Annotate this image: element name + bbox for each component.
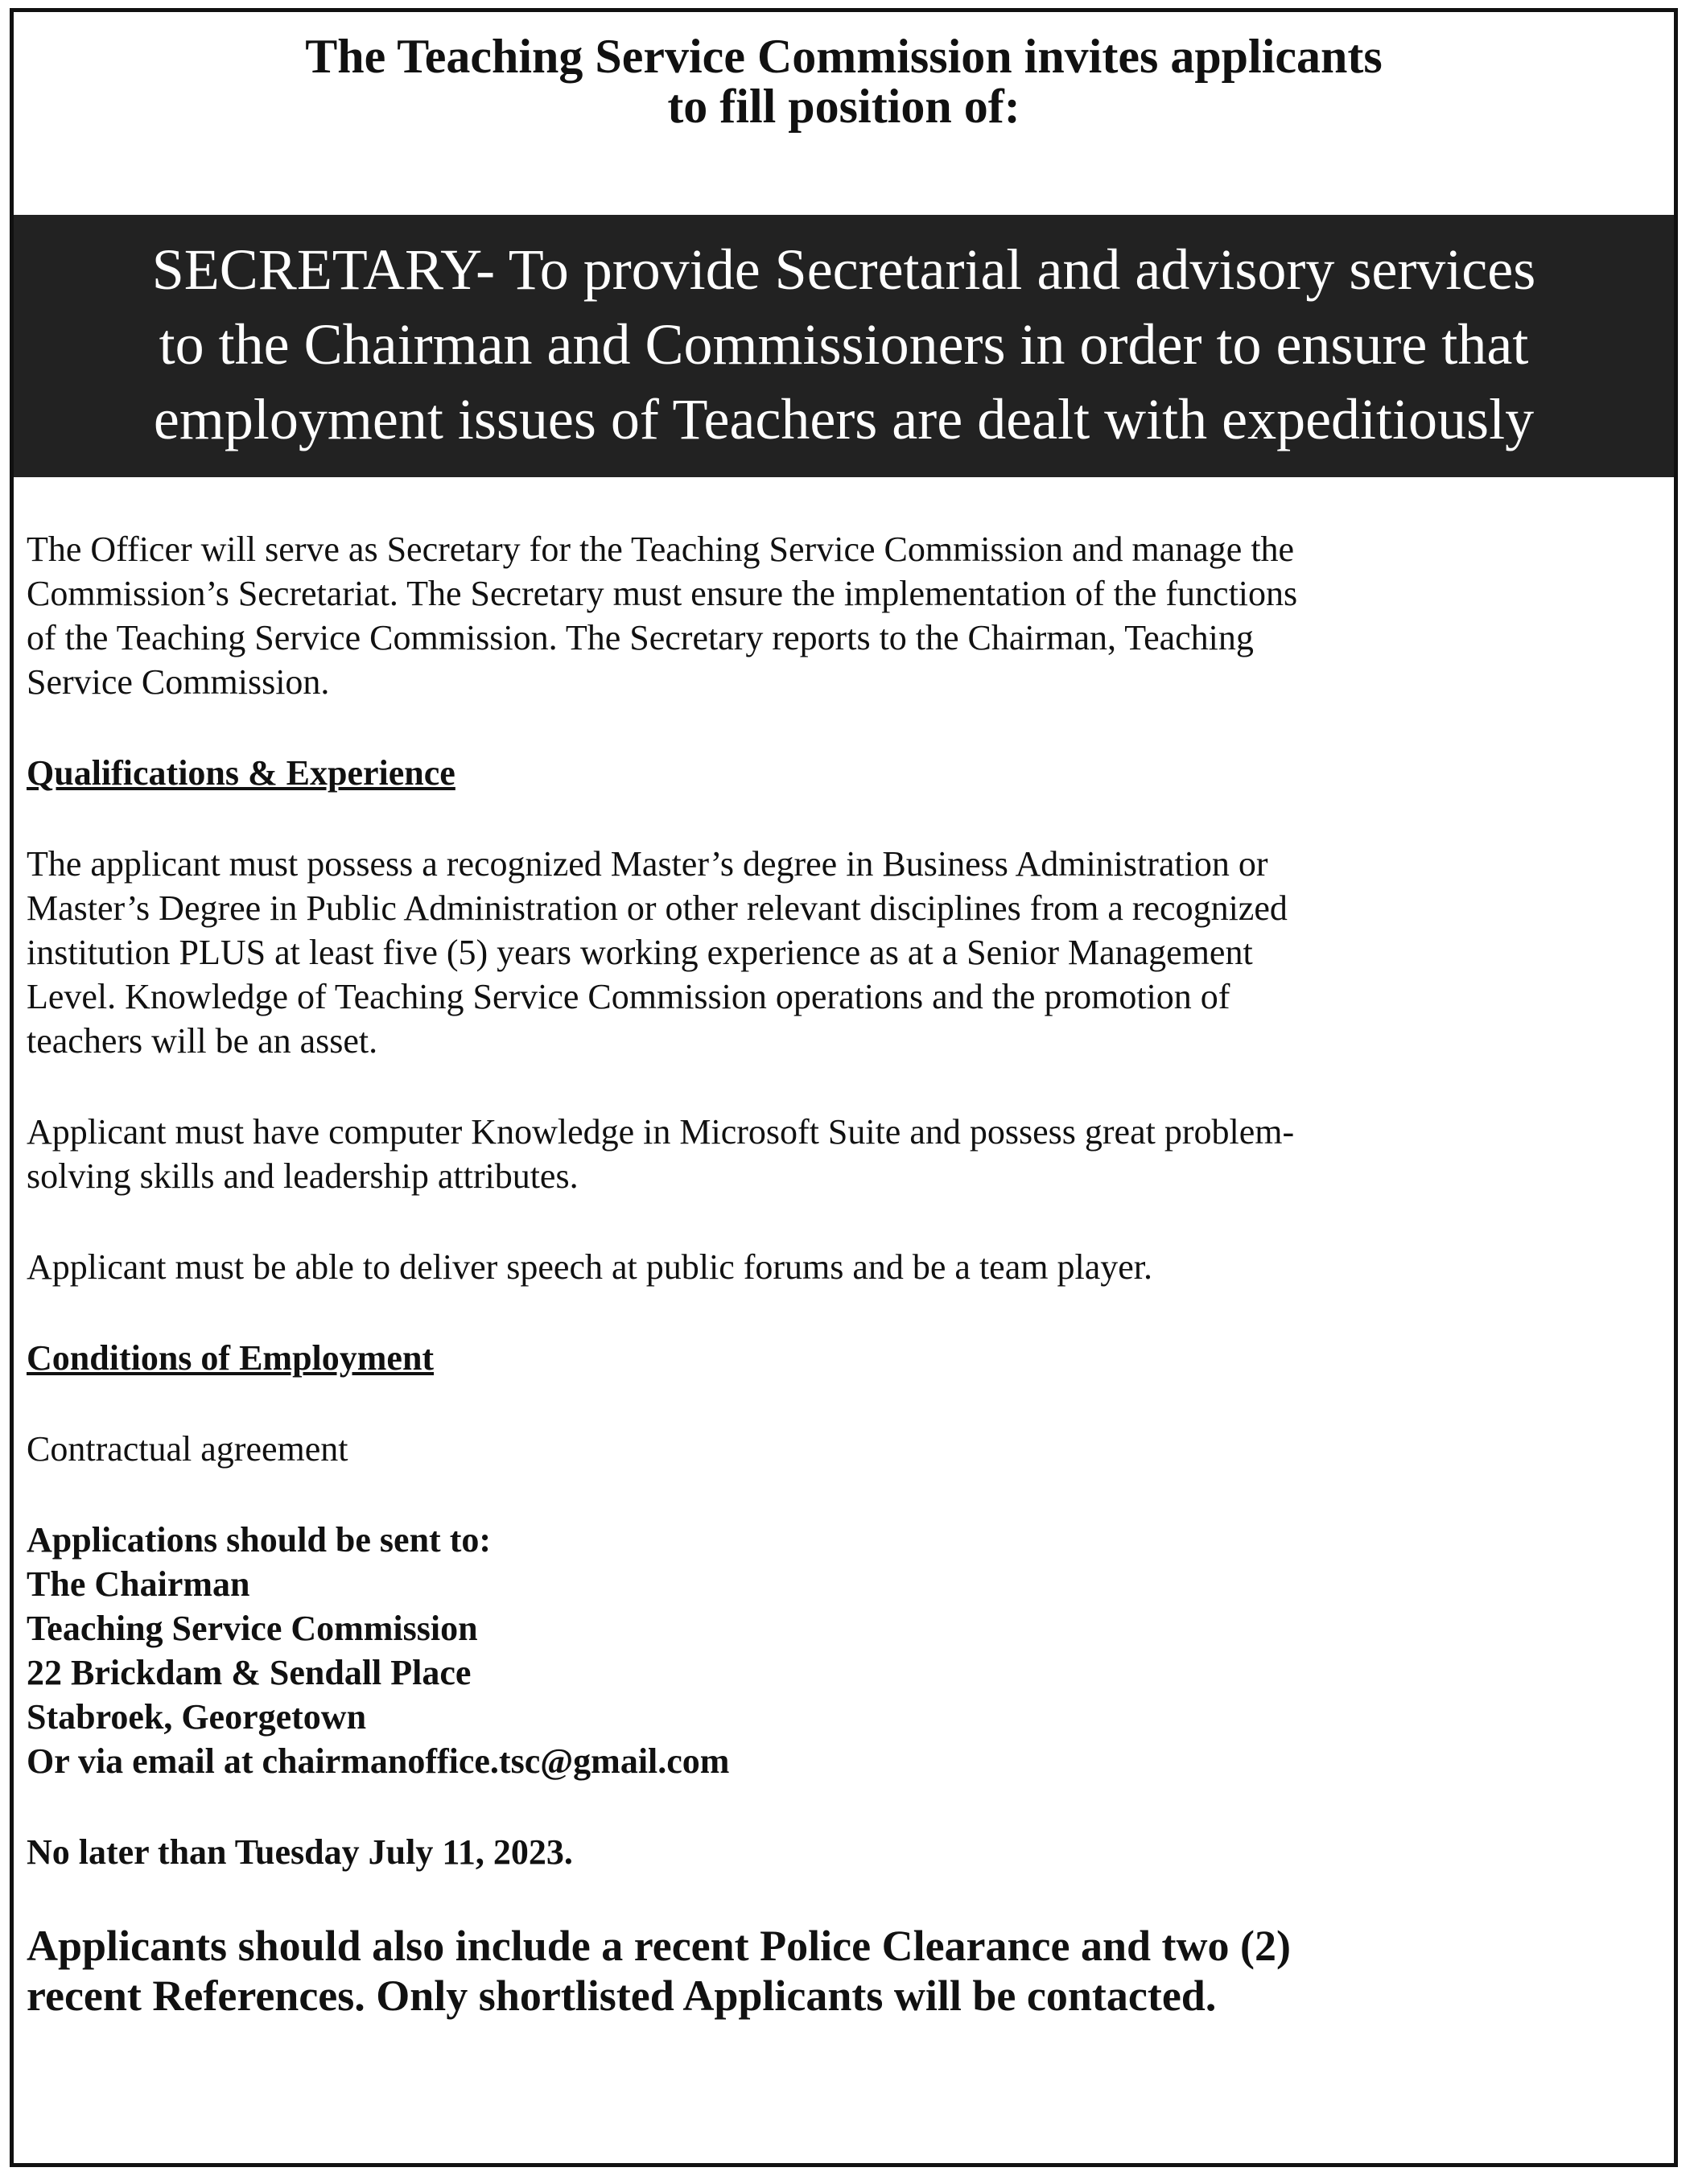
address-line-5: Stabroek, Georgetown xyxy=(27,1697,367,1737)
banner-line-3: employment issues of Teachers are dealt with expeditiously xyxy=(153,387,1535,451)
intro-paragraph xyxy=(27,527,1644,704)
position-banner xyxy=(14,215,1674,477)
qualifications-line-4: Level. Knowledge of Teaching Service Commission operations and the promotion of xyxy=(27,977,1230,1016)
qualifications-paragraph xyxy=(27,842,1644,1063)
intro-line-2: Commission’s Secretariat. The Secretary must ensure the implementation of the functions xyxy=(27,574,1298,613)
closing-note xyxy=(27,1921,1644,2021)
header-line-2: to fill position of: xyxy=(667,80,1020,133)
intro-line-3: of the Teaching Service Commission. The Secretary reports to the Chairman, Teaching xyxy=(27,618,1254,657)
intro-line-4: Service Commission. xyxy=(27,662,330,702)
address-line-2: The Chairman xyxy=(27,1564,250,1604)
address-line-1: Applications should be sent to: xyxy=(27,1520,492,1560)
qualifications-line-2: Master’s Degree in Public Administration or other relevant disciplines from a recognized xyxy=(27,888,1288,928)
computer-skills-paragraph xyxy=(27,1110,1644,1198)
header xyxy=(14,12,1674,215)
deadline-text: No later than Tuesday July 11, 2023. xyxy=(27,1832,573,1872)
qualifications-line-5: teachers will be an asset. xyxy=(27,1021,378,1061)
intro-line-1: The Officer will serve as Secretary for the Teaching Service Commission and manage the xyxy=(27,530,1295,569)
computer-skills-line-2: solving skills and leadership attributes. xyxy=(27,1156,579,1196)
qualifications-heading: Qualifications & Experience xyxy=(27,753,455,793)
address-line-4: 22 Brickdam & Sendall Place xyxy=(27,1653,472,1692)
conditions-text: Contractual agreement xyxy=(27,1429,348,1469)
computer-skills-line-1: Applicant must have computer Knowledge in Microsoft Suite and possess great problem- xyxy=(27,1112,1295,1152)
closing-line-2: recent References. Only shortlisted Applicants will be contacted. xyxy=(27,1972,1217,2020)
public-speaking-paragraph: Applicant must be able to deliver speech at public forums and be a team player. xyxy=(27,1247,1152,1287)
closing-line-1: Applicants should also include a recent Police Clearance and two (2) xyxy=(27,1922,1291,1970)
application-address xyxy=(27,1518,1644,1783)
address-line-3: Teaching Service Commission xyxy=(27,1609,478,1648)
email-line: Or via email at chairmanoffice.tsc@gmail.com xyxy=(27,1741,730,1781)
header-line-1: The Teaching Service Commission invites applicants xyxy=(305,30,1383,83)
advertisement-body xyxy=(27,527,1644,2021)
conditions-heading: Conditions of Employment xyxy=(27,1338,435,1378)
banner-line-2: to the Chairman and Commissioners in order to ensure that xyxy=(159,312,1529,377)
banner-line-1: SECRETARY- To provide Secretarial and advisory services xyxy=(151,237,1536,302)
qualifications-line-1: The applicant must possess a recognized Master’s degree in Business Administration or xyxy=(27,844,1268,884)
qualifications-line-3: institution PLUS at least five (5) years working experience as at a Senior Management xyxy=(27,933,1253,972)
